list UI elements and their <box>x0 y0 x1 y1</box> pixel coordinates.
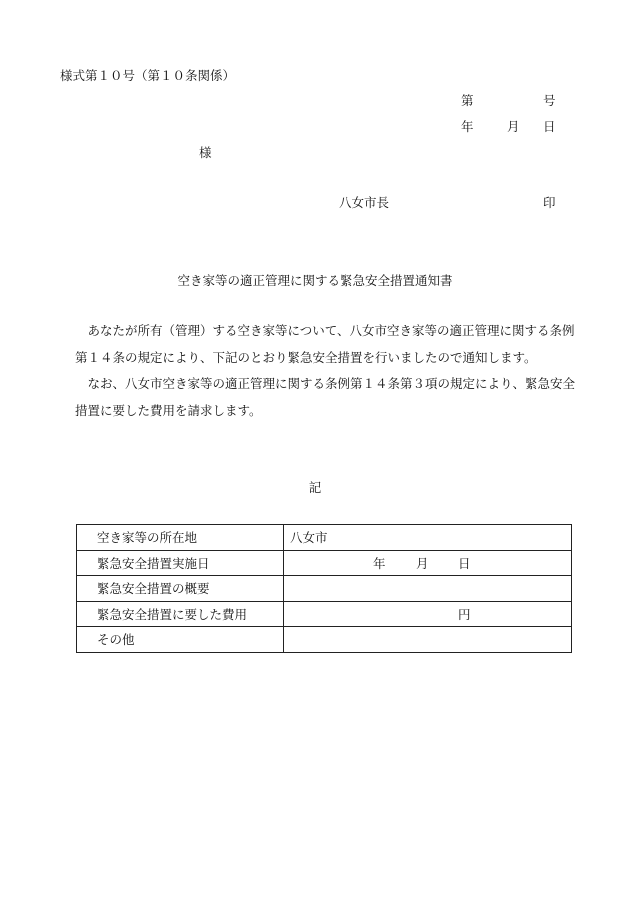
document-title: 空き家等の適正管理に関する緊急安全措置通知書 <box>177 273 453 288</box>
notice-body <box>75 318 580 424</box>
cost-unit: 円 <box>458 606 471 622</box>
implementation-date-label: 緊急安全措置実施日 <box>77 550 284 576</box>
issue-date-year: 年 <box>461 119 474 134</box>
table-row <box>77 601 572 627</box>
implementation-date-year: 年 <box>373 555 386 571</box>
details-table <box>76 524 572 653</box>
form-number: 様式第１０号（第１０条関係） <box>60 68 236 83</box>
document-number-suffix: 号 <box>543 93 556 108</box>
addressee-suffix: 様 <box>199 145 212 160</box>
cost-label: 緊急安全措置に要した費用 <box>77 601 284 627</box>
body-paragraph-2: なお、八女市空き家等の適正管理に関する条例第１４条第３項の規定により、緊急安全措置に要した費用を請求します。 <box>75 376 576 418</box>
overview-label: 緊急安全措置の概要 <box>77 576 284 602</box>
implementation-date-day: 日 <box>458 555 471 571</box>
location-label: 空き家等の所在地 <box>77 525 284 551</box>
other-label: その他 <box>77 627 284 653</box>
issue-date-day: 日 <box>543 119 556 134</box>
implementation-date-month: 月 <box>416 555 429 571</box>
issue-date-month: 月 <box>507 119 520 134</box>
other-value <box>284 627 572 653</box>
overview-value <box>284 576 572 602</box>
sender-name: 八女市長 <box>339 195 390 210</box>
implementation-date-value <box>284 550 572 576</box>
location-value: 八女市 <box>284 525 572 551</box>
ki-heading: 記 <box>308 480 322 495</box>
table-row <box>77 627 572 653</box>
table-row <box>77 525 572 551</box>
table-row <box>77 576 572 602</box>
seal-mark: 印 <box>543 195 556 210</box>
document-number-prefix: 第 <box>461 93 474 108</box>
table-row <box>77 550 572 576</box>
cost-value <box>284 601 572 627</box>
body-paragraph-1: あなたが所有（管理）する空き家等について、八女市空き家等の適正管理に関する条例第１４条の規定により、下記のとおり緊急安全措置を行いましたので通知します。 <box>75 323 575 365</box>
